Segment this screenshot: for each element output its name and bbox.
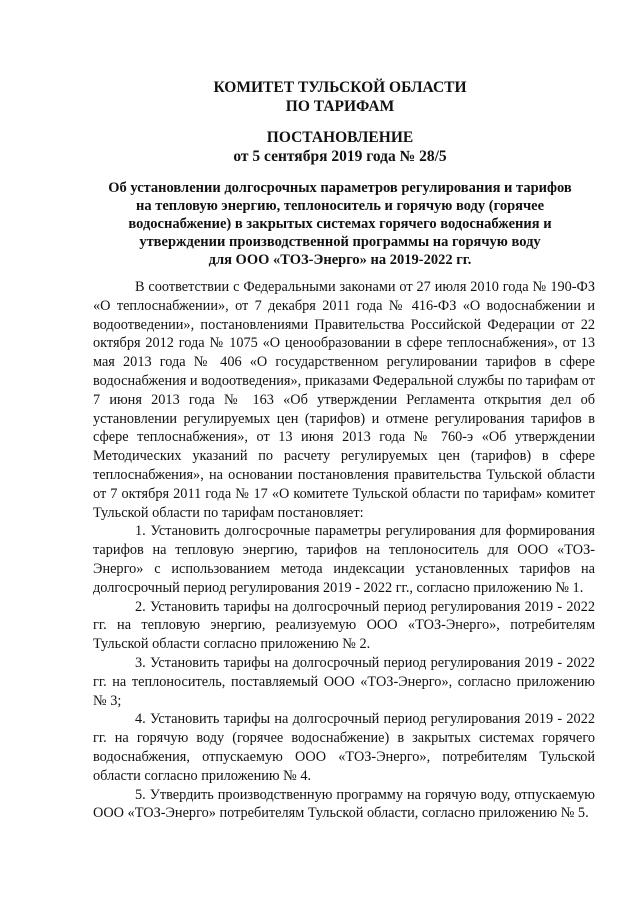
subject-line: на тепловую энергию, теплоноситель и горячую воду (горячее	[135, 198, 545, 214]
committee-heading	[90, 78, 590, 116]
decree-item-3: 3. Установить тарифы на долгосрочный период регулирования 2019 - 2022 гг. на теплоноситель, поставляемый ООО «ТОЗ-Энерго», согласно приложению № 3;	[93, 654, 595, 709]
subject-line: Об установлении долгосрочных параметров регулирования и тарифов	[108, 180, 572, 196]
decree-label: ПОСТАНОВЛЕНИЕ	[266, 129, 414, 146]
subject-line: водоснабжение) в закрытых системах горячего водоснабжения и	[128, 216, 552, 232]
subject-line: для ООО «ТОЗ-Энерго» на 2019-2022 гг.	[208, 252, 472, 268]
committee-name-line-1: КОМИТЕТ ТУЛЬСКОЙ ОБЛАСТИ	[213, 79, 467, 96]
decree-heading	[90, 128, 590, 166]
decree-subject	[93, 179, 587, 269]
preamble-paragraph: В соответствии с Федеральными законами от 27 июля 2010 года № 190-ФЗ «О теплоснабжении», от 7 декабря 2011 года № 416-ФЗ «О водоснабжении и водоотведении», постановлениями Правительства Российской Федерации от 22 октября 2012 года № 1075 «О ценообразовании в сфере теплоснабжения», от 13 мая 2013 года № 406 «О государственном регулировании тарифов в сфере водоснабжения и водоотведения», приказами Федеральной службы по тарифам от 7 июня 2013 года № 163 «Об утверждении Регламента открытия дел об установлении регулируемых цен (тарифов) и отмене регулирования тарифов в сфере теплоснабжения», от 13 июня 2013 года № 760-э «Об утверждении Методических указаний по расчету регулируемых цен (тарифов) в сфере теплоснабжения», на основании постановления правительства Тульской области от 7 октября 2011 года № 17 «О комитете Тульской области по тарифам» комитет Тульской области по тарифам постановляет:	[93, 279, 595, 521]
decree-body	[93, 278, 595, 823]
decree-item-2: 2. Установить тарифы на долгосрочный период регулирования 2019 - 2022 гг. на тепловую энергию, реализуемую ООО «ТОЗ-Энерго», потребителям Тульской области согласно приложению № 2.	[93, 598, 595, 653]
decree-date-number: от 5 сентября 2019 года № 28/5	[233, 148, 447, 165]
decree-item-5: 5. Утвердить производственную программу на горячую воду, отпускаемую ООО «ТОЗ-Энерго» потребителям Тульской области, согласно приложению № 5.	[93, 786, 595, 822]
subject-line: утверждении производственной программы на горячую воду	[139, 234, 541, 250]
decree-item-1: 1. Установить долгосрочные параметры регулирования для формирования тарифов на тепловую энергию, тарифов на теплоноситель для ООО «ТОЗ-Энерго» с использованием метода индексации установленных тарифов на долгосрочный период регулирования 2019 - 2022 гг., согласно приложению № 1.	[93, 523, 595, 596]
decree-item-4: 4. Установить тарифы на долгосрочный период регулирования 2019 - 2022 гг. на горячую воду (горячее водоснабжение) в закрытых системах горячего водоснабжения, отпускаемую ООО «ТОЗ-Энерго», потребителям Тульской области согласно приложению № 4.	[93, 711, 595, 784]
committee-name-line-2: ПО ТАРИФАМ	[285, 98, 395, 115]
